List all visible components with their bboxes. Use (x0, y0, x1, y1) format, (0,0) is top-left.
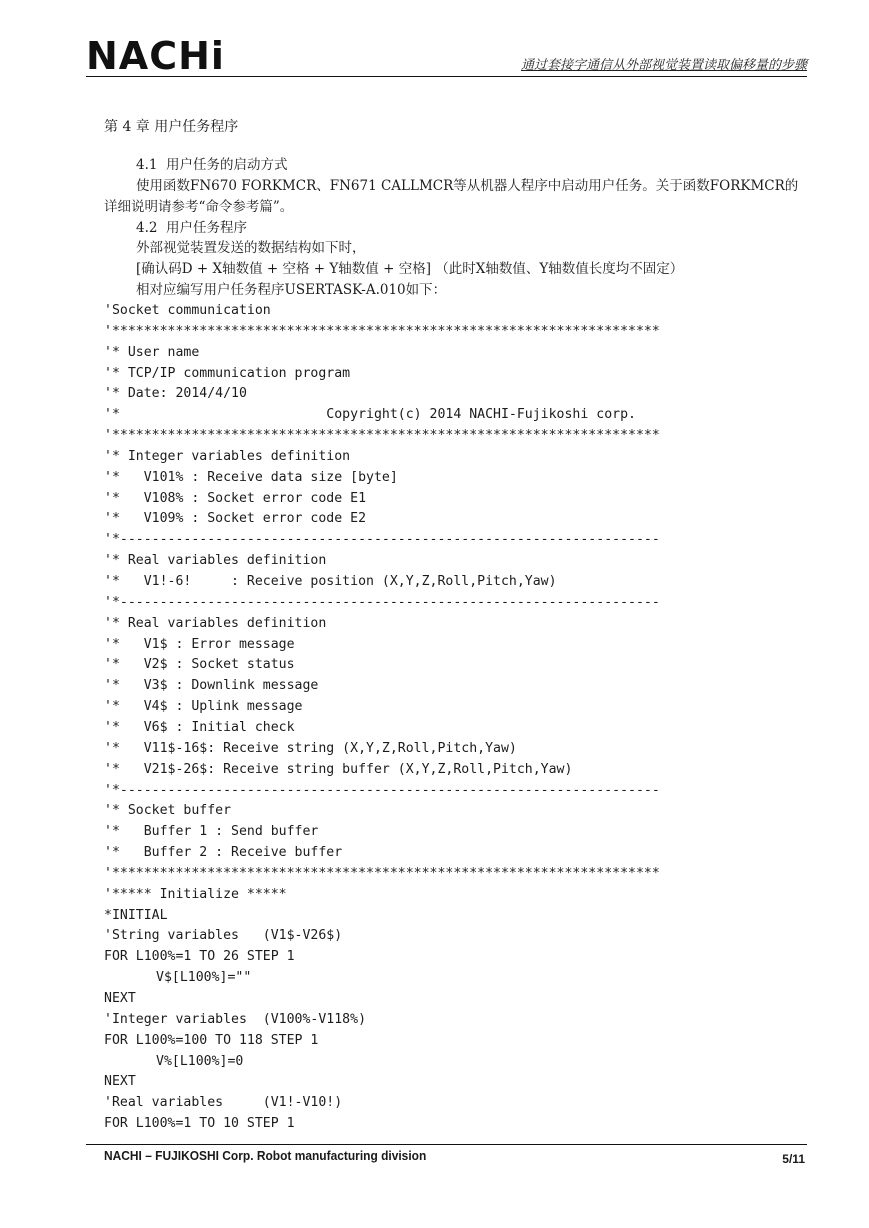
text-line: '* V1$ : Error message (104, 636, 295, 652)
text-line: V$[L100%]="" (156, 970, 252, 986)
text-line: '* Buffer 2 : Receive buffer (104, 845, 343, 861)
text-line: '* Real variables definition (104, 615, 327, 631)
footer-divider (86, 1144, 807, 1145)
text-line: '* Copyright(c) 2014 NACHI-Fujikoshi corp. (104, 407, 636, 423)
text-line: 4.2 用户任务程序 (136, 219, 248, 236)
text-line: '* V3$ : Downlink message (104, 678, 319, 694)
text-line: '* Real variables definition (104, 553, 327, 569)
text-line: '*-------------------------------------------------------------------- (104, 594, 660, 610)
text-line: '* V11$-16$: Receive string (X,Y,Z,Roll,Pitch,Yaw) (104, 740, 517, 756)
text-line: '* Date: 2014/4/10 (104, 386, 247, 402)
text-line: FOR L100%=1 TO 26 STEP 1 (104, 949, 295, 965)
header-divider (86, 76, 807, 77)
text-line: V%[L100%]=0 (156, 1053, 244, 1069)
nachi-logo: NACHi (86, 34, 225, 78)
text-line: [确认码D + X轴数值 + 空格 + Y轴数值 + 空格] （此时X轴数值、Y轴数值长度均不固定） (136, 261, 684, 278)
text-line: 相对应编写用户任务程序USERTASK-A.010如下： (136, 282, 447, 299)
text-line: '* Socket buffer (104, 803, 232, 819)
text-line: 'Real variables (V1!-V10!) (104, 1095, 343, 1111)
text-line: '*-------------------------------------------------------------------- (104, 782, 660, 798)
text-line: '* User name (104, 344, 200, 360)
text-line: '* V109% : Socket error code E2 (104, 511, 367, 527)
text-line: '* TCP/IP communication program (104, 365, 351, 381)
text-line: '* Integer variables definition (104, 448, 351, 464)
text-line: '* Buffer 1 : Send buffer (104, 824, 319, 840)
text-line: '* V21$-26$: Receive string buffer (X,Y,Z,Roll,Pitch,Yaw) (104, 761, 573, 777)
chapter-heading: 第 4 章 用户任务程序 (104, 119, 239, 135)
text-line: NEXT (104, 991, 136, 1006)
text-line: '********************************************************************* (104, 428, 660, 444)
footer-company: NACHI – FUJIKOSHI Corp. Robot manufacturing division (104, 1148, 427, 1163)
text-line: *INITIAL (104, 907, 168, 923)
text-line: '* V6$ : Initial check (104, 719, 295, 735)
text-line: 'String variables (V1$-V26$) (104, 928, 343, 944)
text-line: 详细说明请参考“命令参考篇”。 (104, 198, 294, 215)
text-line: 使用函数FN670 FORKMCR、FN671 CALLMCR等从机器人程序中启动用户任务。关于函数FORKMCR的 (136, 177, 799, 194)
text-line: '********************************************************************* (104, 323, 660, 339)
text-line: FOR L100%=1 TO 10 STEP 1 (104, 1116, 295, 1132)
text-line: 'Socket communication (104, 302, 271, 318)
text-line: FOR L100%=100 TO 118 STEP 1 (104, 1032, 319, 1048)
text-line: '* V4$ : Uplink message (104, 699, 303, 715)
document-title: 通过套接字通信从外部视觉装置读取偏移量的步骤 (520, 58, 807, 73)
text-line: '* V108% : Socket error code E1 (104, 490, 367, 506)
text-line: '********************************************************************* (104, 865, 660, 881)
text-line: NEXT (104, 1074, 136, 1090)
text-line: '***** Initialize ***** (104, 886, 287, 902)
text-line: 4.1 用户任务的启动方式 (136, 157, 288, 173)
text-line: '* V101% : Receive data size [byte] (104, 469, 398, 485)
text-line: '*-------------------------------------------------------------------- (104, 532, 660, 548)
text-line: 'Integer variables (V100%-V118%) (104, 1011, 367, 1027)
text-line: 外部视觉装置发送的数据结构如下时， (136, 240, 366, 257)
text-line: '* V2$ : Socket status (104, 657, 295, 673)
page-number: 5/11 (782, 1152, 805, 1166)
text-line: '* V1!-6! : Receive position (X,Y,Z,Roll,Pitch,Yaw) (104, 574, 557, 589)
